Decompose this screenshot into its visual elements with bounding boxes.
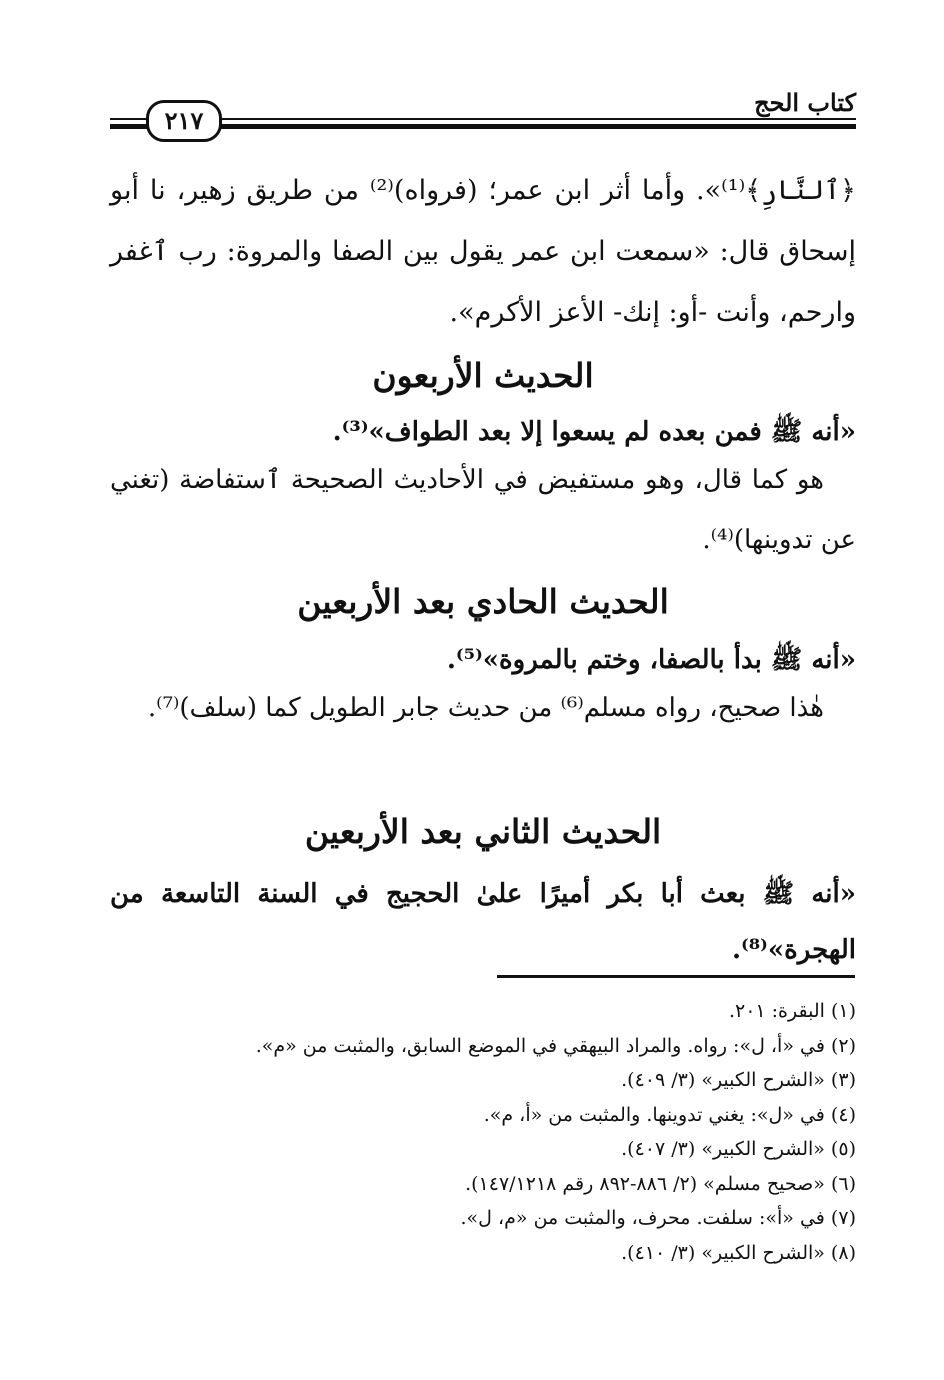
footnote-5: (٥) «الشرح الكبير» (٣/ ٤٠٧).: [621, 1138, 856, 1160]
commentary-40: هو كما قال، وهو مستفيض في الأحاديث الصحيحة ٱستفاضة (تغني عن تدوينها)⁽⁴⁾.: [110, 465, 856, 555]
page-number: ٢١٧: [146, 100, 222, 142]
footnotes-list: [110, 994, 856, 1270]
footnote-8: (٨) «الشرح الكبير» (٣/ ٤١٠).: [621, 1241, 856, 1264]
footnote-2: (٢) في «أ، ل»: رواه. والمراد البيهقي في الموضع السابق، والمثبت من «م».: [255, 1034, 856, 1057]
section-heading-42: الحديث الثاني بعد الأربعين: [304, 812, 662, 851]
page-header: [110, 88, 856, 138]
commentary-41: هٰذا صحيح، رواه مسلم⁽⁶⁾ من حديث جابر الطويل كما (سلف)⁽⁷⁾.: [147, 693, 824, 723]
running-title: كتاب الحج: [754, 88, 856, 117]
footnote-separator: [497, 975, 855, 978]
footnote-7: (٧) في «أ»: سلفت. محرف، والمثبت من «م، ل».: [460, 1207, 856, 1229]
footnote-6: (٦) «صحيح مسلم» (٢/ ٨٨٦-٨٩٢ رقم ١٤٧/١٢١٨).: [465, 1172, 856, 1195]
footnote-4: (٤) في «ل»: يغني تدوينها. والمثبت من «أ، م».: [483, 1103, 856, 1126]
hadith-text-41: «أنه ﷺ بدأ بالصفا، وختم بالمروة»⁽⁵⁾.: [446, 645, 856, 675]
hadith-text-40: «أنه ﷺ فمن بعده لم يسعوا إلا بعد الطواف»⁽³⁾.: [332, 417, 856, 447]
footnote-3: (٣) «الشرح الكبير» (٣/ ٤٠٩).: [621, 1069, 856, 1091]
section-heading-41: الحديث الحادي بعد الأربعين: [297, 582, 669, 621]
hadith-text-42: «أنه ﷺ بعث أبا بكر أميرًا علىٰ الحجيج في السنة التاسعة من الهجرة»⁽⁸⁾.: [110, 879, 856, 965]
section-heading-40: الحديث الأربعون: [372, 356, 594, 395]
footnote-1: (١) البقرة: ٢٠١.: [728, 1000, 856, 1022]
intro-paragraph: ﴿ٱلنَّارِ﴾⁽¹⁾». وأما أثر ابن عمر؛ (فرواه)⁽²⁾ من طريق زهير، نا أبو إسحاق قال: «سمعت ابن عمر يقول بين الصفا والمروة: رب ٱغفر وارحم، وأنت -أو: إنك- الأعز الأكرم».: [110, 175, 856, 328]
